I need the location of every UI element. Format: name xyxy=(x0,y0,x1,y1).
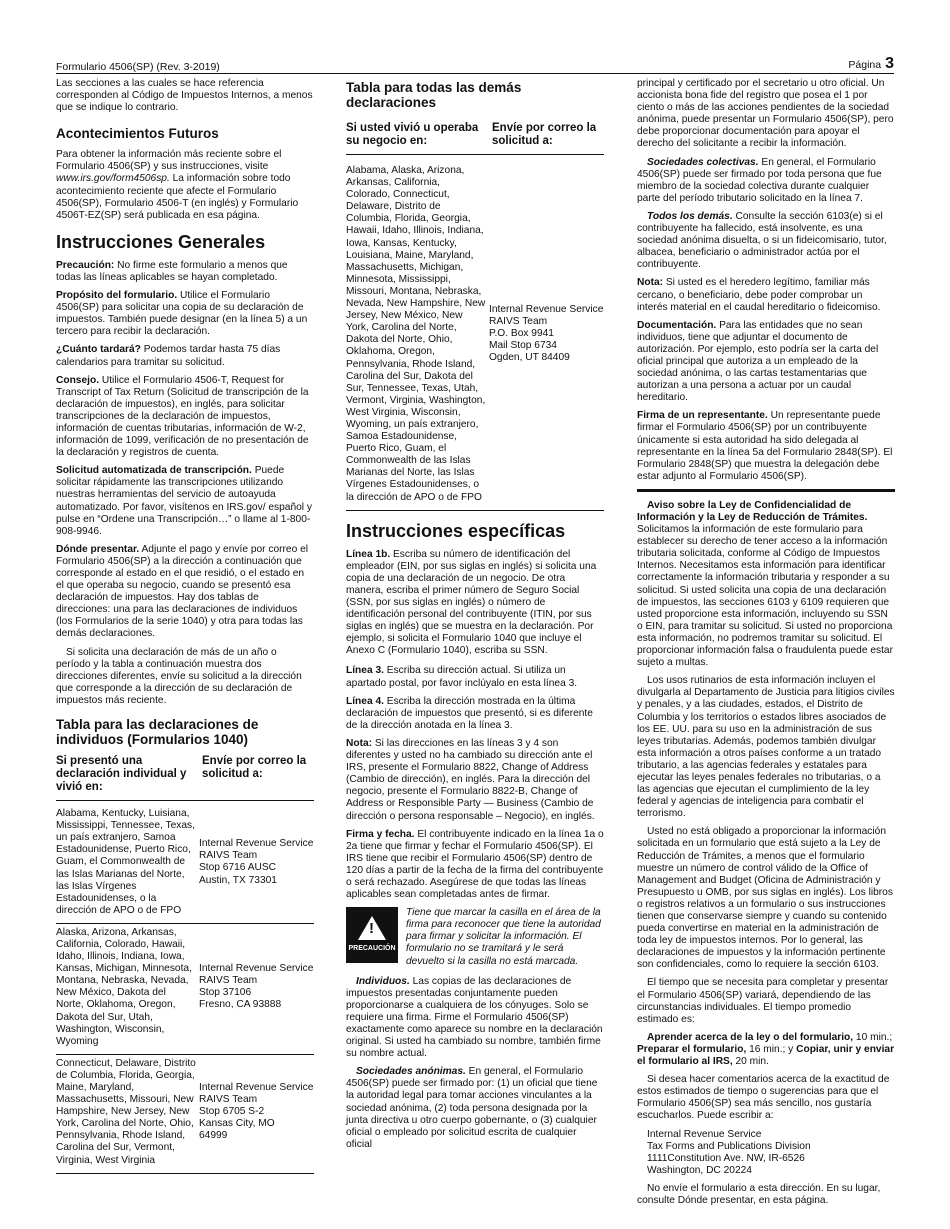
table-row: Alabama, Kentucky, Luisiana, Mississippi, Tennessee, Texas, un país extranjero, Samoa Estadounidense, Puerto Rico, Guam, el Commonwealth de las Islas Marianas del Norte, las Islas Vírgenes Estadounidenses, o la dirección de APO o de FPO Internal Revenue Service RAIVS Team Stop 6716 AUSC Austin, TX 73301 xyxy=(56,805,314,924)
where-to-file-text: Dónde presentar. Adjunte el pago y envíe por correo el Formulario 4506(SP) a la dirección a continuación que corresponde al estado en el que residió, o el estado en el que operaba su negocio, cuando se presentó esa declaración de impuestos. Hay dos tablas de direcciones: una para las declaraciones de individuos (los Formularios de la serie 1040) y otra para todas las demás declaraciones. xyxy=(56,543,309,640)
partnerships-text: Sociedades colectivas. En general, el Formulario 4506(SP) puede ser firmado por toda persona que fue miembro de la sociedad colectiva durante cualquier parte del período tributario solicitado en la línea 7. xyxy=(637,156,882,204)
heir-note-text: Nota: Si usted es el heredero legítimo, familiar más cercano, o beneficiario, debe poder comprobar un interés material en el caudal hereditario o fideicomiso. xyxy=(637,277,881,313)
table-row: Connecticut, Delaware, Distrito de Columbia, Florida, Georgia, Maine, Maryland, Massachusetts, Missouri, New Hampshire, New Jersey, New York, Carolina del Norte, Ohio, Pennsylvania, Rhode Island, Carolina del Sur, Vermont, Virginia, West Virginia Internal Revenue Service RAIVS Team Stop 6705 S-2 Kansas City, MO 64999 xyxy=(56,1055,314,1174)
line-4-text: Línea 4. Escriba la dirección mostrada en la última declaración de impuestos que presentó, si es diferente de la dirección anotada en la línea 3. xyxy=(346,695,593,731)
form-id: Formulario 4506(SP) (Rev. 3-2019) xyxy=(56,61,220,73)
general-instructions-heading: Instrucciones Generales xyxy=(56,231,266,252)
how-long-text: ¿Cuánto tardará? Podemos tardar hasta 75 días calendarios para tramitar su solicitud. xyxy=(56,344,281,368)
documentation-text: Documentación. Para las entidades que no sean individuos, tiene que adjuntar el documento de autorización. Por ejemplo, esto podría ser la carta del oficial principal que autoriza a un empleado de la sociedad anónima, o las cartas testamentarias que autorizan a una persona a actuar por un caudal hereditario. xyxy=(637,319,879,404)
comments-text: Si desea hacer comentarios acerca de la exactitud de estos estimados de tiempo o sugerencias para que el Formulario 4506(SP) sea más sencillo, nos gustaría escucharlos. Puede escribir a: xyxy=(637,1074,890,1122)
tip-text: Consejo. Utilice el Formulario 4506-T, Request for Transcript of Tax Return (Solicitud de transcripción de la declaración de impuestos), en inglés, para solicitar transcripciones de la declaración de impuestos, información de cuentas tributarias, información de W-2, información de 1099, verificación de no presentación de la declaración y registros de cuenta. xyxy=(56,374,309,459)
section-divider xyxy=(637,489,895,492)
signature-date-text: Firma y fecha. El contribuyente indicado en la línea 1a o 2a tiene que firmar y fechar el Formulario 4506(SP). El IRS tiene que recibir el Formulario 4506(SP) dentro de 120 días a partir de la fecha de la firma del contribuyente o será rechazado. Asegúrese de que todas las líneas aplicables sean completadas antes de firmar. xyxy=(346,828,604,901)
privacy-act-notice: Aviso sobre la Ley de Confidencialidad de Información y la Ley de Reducción de Trámites. Solicitamos la información de este formulario para establecer su derecho de tener acceso a la información tributaria solicitada, conforme al Código de Impuestos Internos. Necesitamos esta información para identificar correctamente la información tributaria y responder a su solicitud. Si usted solicita una copia de una declaración de impuestos, las secciones 6103 y 6109 requieren que usted proporcione esta información, incluyendo su SSN o EIN, para tramitar su solicitud. Si usted no proporciona esta información, no podremos tramitar su solicitud. El proporcionar información falsa o fraudulenta puede estar sujeto a multas. xyxy=(637,499,893,669)
line-3-text: Línea 3. Escriba su dirección actual. Si utiliza un apartado postal, por favor inclúyalo en esta línea 3. xyxy=(346,665,578,689)
caution-box-text: Tiene que marcar la casilla en el área de la firma para reconocer que tiene la autoridad para firmar y solicitar la información. El formulario no se tramitará y le será devuelto si la casilla no está marcada. xyxy=(406,907,601,967)
caution-box xyxy=(346,907,604,967)
column-2 xyxy=(346,78,604,1157)
future-heading: Acontecimientos Futuros xyxy=(56,126,219,142)
do-not-send-text: No envíe el formulario a esta dirección. En su lugar, consulte Dónde presentar, en esta página. xyxy=(637,1182,881,1206)
intro-text: Las secciones a las cuales se hace referencia corresponden al Código de Impuestos Internos, a menos que se indique lo contrario. xyxy=(56,78,313,114)
corporations-continued-text: principal y certificado por el secretario u otro oficial. Un accionista bona fide del registro que posea el 1 por ciento o más de las acciones pendientes de la sociedad anónima, puede presentar un Formulario 4506(SP), pero debe proporcionar documentación para apoyar el derecho del solicitante a recibir la información. xyxy=(637,78,894,150)
individuals-text: Individuos. Las copias de las declaraciones de impuestos presentadas conjuntamente pueden proporcionarse a cualquiera de los cónyuges. Solo se requiere una firma. Firme el Formulario 4506(SP) exactamente como aparece su nombre en la declaración original. Si usted ha cambiado su nombre, también firme su nombre actual. xyxy=(346,975,603,1060)
automated-transcript-text: Solicitud automatizada de transcripción. Puede solicitar rápidamente las transcripciones utilizando nuestras herramientas del servicio de autoayuda automatizado. Por favor, visítenos en IRS.gov/ español y pulse en “Ordene una Transcripción…” o llame al 1-800-908-9946. xyxy=(56,465,312,537)
corporations-text: Sociedades anónimas. En general, el Formulario 4506(SP) puede ser firmado por: (1) un oficial que tiene la autoridad legal para tomar acciones vinculantes a la sociedad anónima, (2) toda persona designada por la junta directiva u otro cuerpo gobernante, o (3) cualquier oficial o empleado por solicitud escrita de cualquier oficial xyxy=(346,1066,598,1150)
line-1b-text: Línea 1b. Escriba su número de identificación del empleador (EIN, por sus siglas en inglés) si solicita una copia de una declaración de un negocio. De otra manera, escriba el primer número de Seguro Social (SSN, por sus siglas en inglés) o número de identificación personal del contribuyente (ITIN, por sus siglas en inglés) que se muestra en la declaración. Por ejemplo, si solicita el Formulario 1040 que incluye el Anexo C (Formulario 1040), escriba su SSN. xyxy=(346,548,597,657)
caution-icon: ! PRECAUCIÓN xyxy=(346,907,398,963)
all-others-text: Todos los demás. Consulte la sección 6103(e) si el contribuyente ha fallecido, está insolvente, es una sociedad anónima disuelta, o si un fideicomisario, tutor, albacea, beneficiario o administrador actúa por el contribuyente. xyxy=(637,210,887,271)
time-needed-text: El tiempo que se necesita para completar y presentar el Formulario 4506(SP) variará, dependiendo de las circunstancias individuales. El tiempo promedio estimado es: xyxy=(637,977,889,1025)
purpose-text: Propósito del formulario. Utilice el Formulario 4506(SP) para solicitar una copia de su declaración de impuestos. También puede designar (en la línea 5) a un tercero para recibir la declaración. xyxy=(56,290,308,338)
specific-instructions-heading: Instrucciones específicas xyxy=(346,520,566,541)
caution-text: Precaución: No firme este formulario a menos que todas las líneas aplicables se hayan completado. xyxy=(56,259,288,283)
column-3 xyxy=(637,78,895,1213)
routine-uses-text: Los usos rutinarios de esta información incluyen el divulgarla al Departamento de Justicia para litigios civiles y penales, y a las ciudades, estados, el Distrito de Columbia y los territorios o estados libres asociados de los EE. UU. para su uso en la administración de sus leyes tributarias. Además, podemos también divulgar esta información a otros países conforme a un tratado tributario, a las agencias federales y estatales para ejecutar las leyes penales federales no tributarias, o a las agencias que ejecutan el cumplimiento de la ley federal y agencias de inteligencia para combatir el terrorismo. xyxy=(637,675,895,820)
page-header xyxy=(56,55,894,73)
not-required-text: Usted no está obligado a proporcionar la información solicitada en un formulario que está sujeto a la Ley de Reducción de Trámites, a menos que el formulario muestre un número de control válido de la Office of Management and Budget (Oficina de Administración y Presupuesto u OMB, por sus siglas en inglés). Los libros o registros relativos a un formulario o sus instrucciones tienen que conservarse siempre y cuando su contenido pueda convertirse en material en la administración de toda ley de impuestos internos. Por lo general, las declaraciones de impuestos y la información pertinente son confidenciales, como lo requiere la sección 6103. xyxy=(637,826,893,971)
header-rule xyxy=(56,73,894,74)
table-row: Alabama, Alaska, Arizona, Arkansas, California, Colorado, Connecticut, Delaware, Distrito de Columbia, Florida, Georgia, Hawaii, Idaho, Illinois, Indiana, Iowa, Kansas, Kentucky, Louisiana, Maine, Maryland, Massachusetts, Michigan, Minnesota, Mississippi, Missouri, Montana, Nebraska, Nevada, New Hampshire, New Jersey, New México, New York, Carolina del Norte, Dakota del Norte, Ohio, Oklahoma, Oregon, Pennsylvania, Rhode Island, Carolina del Sur, Dakota del Sur, Tennessee, Texas, Utah, Vermont, Virginia, Washington, West Virginia, Wisconsin, Wyoming, un país extranjero, Samoa Estadounidense, Puerto Rico, Guam, el Commonwealth de las Islas Marianas del Norte, las Islas Vírgenes Estadounidenses, o la dirección de APO o de FPO Internal Revenue Service RAIVS Team P.O. Box 9941 Mail Stop 6734 Ogden, UT 84409 xyxy=(346,159,604,511)
table-row: Alaska, Arizona, Arkansas, California, Colorado, Hawaii, Idaho, Illinois, Indiana, Iowa, Kansas, Michigan, Minnesota, Montana, Nebraska, Nevada, New México, Dakota del Norte, Oklahoma, Oregon, Dakota del Sur, Utah, Washington, Wisconsin, Wyoming Internal Revenue Service RAIVS Team Stop 37106 Fresno, CA 93888 xyxy=(56,924,314,1055)
form-url-link[interactable]: www.irs.gov/form4506sp. xyxy=(56,173,170,185)
other-returns-table-heading: Tabla para todas las demás declaraciones xyxy=(346,80,522,110)
other-table-header: Si usted vivió u operaba su negocio en: Envíe por correo la solicitud a: xyxy=(346,118,604,155)
comments-address: Internal Revenue Service Tax Forms and Publications Division 1111Constitution Ave. NW, IR-6526 Washington, DC 20224 xyxy=(647,1128,811,1176)
representative-text: Firma de un representante. Un representante puede firmar el Formulario 4506(SP) por un contribuyente únicamente si esta autoridad ha sido delegada al representante en la línea 5a del Formulario 2848(SP). El Formulario 2848(SP) que muestra la delegación debe estar adjunto al Formulario 4506(SP). xyxy=(637,410,893,482)
multi-year-text: Si solicita una declaración de más de un año o período y la tabla a continuación muestra dos direcciones diferentes, envíe su solicitud a la dirección que corresponde a la dirección de su declaración de impuestos más reciente. xyxy=(56,646,302,706)
time-estimates: Aprender acerca de la ley o del formulario, 10 min.; Preparar el formulario, 16 min.; y Copiar, unir y enviar el formulario al IRS, 20 min. xyxy=(637,1031,895,1068)
individual-table-heading: Tabla para las declaraciones de individuos (Formularios 1040) xyxy=(56,717,259,748)
page-number: Página 3 xyxy=(848,55,894,72)
individual-table-header: Si presentó una declaración individual y vivió en: Envíe por correo la solicitud a: xyxy=(56,751,314,801)
future-text: Para obtener la información más reciente sobre el Formulario 4506(SP) y sus instrucciones, visite www.irs.gov/form4506sp. La información sobre todo acontecimiento reciente que afecte el Formulario 4506(SP), Formulario 4506-T (en inglés) y Formulario 4506T-EZ(SP) será publicada en esa página. xyxy=(56,149,299,221)
column-1 xyxy=(56,78,314,1174)
note-text: Nota: Si las direcciones en las líneas 3 y 4 son diferentes y usted no ha cambiado su dirección ante el IRS, presente el Formulario 8822, Change of Address (Cambio de dirección), en inglés. Para la dirección del negocio, presente el Formulario 8822-B, Change of Address or Responsible Party — Business (Cambio de dirección o persona responsable – Negocio), en inglés. xyxy=(346,737,595,822)
